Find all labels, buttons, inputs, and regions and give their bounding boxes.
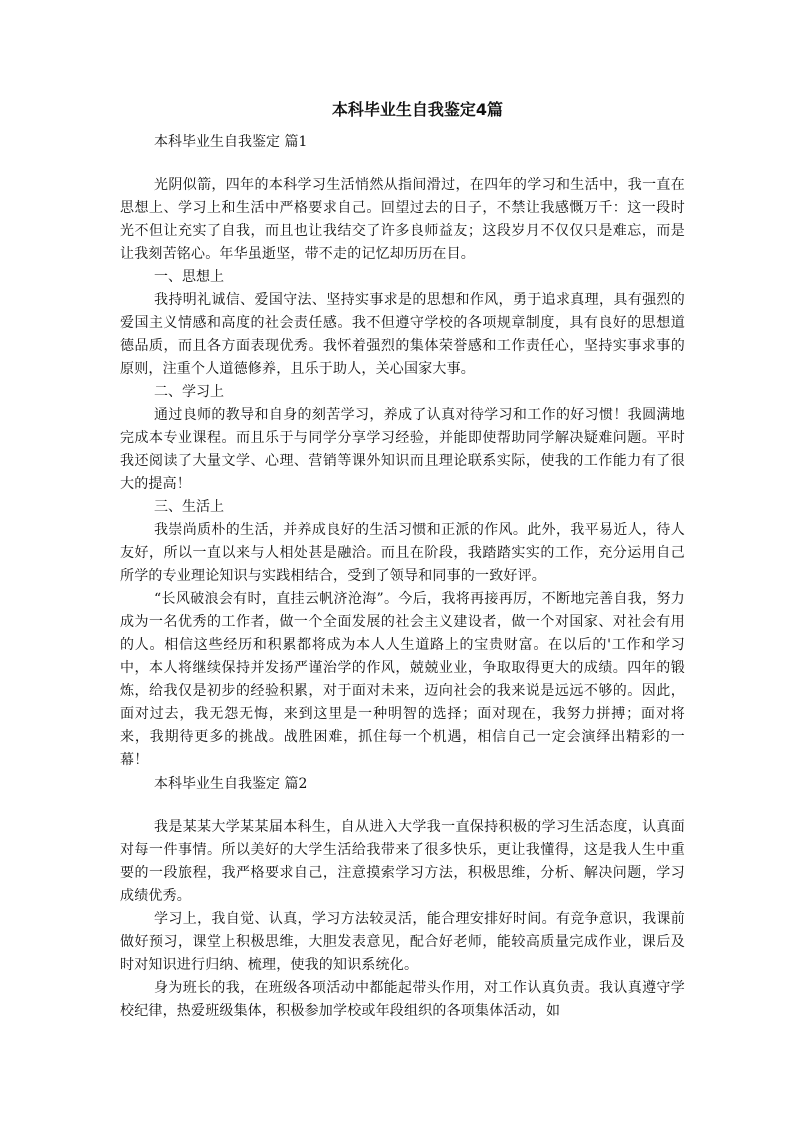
paragraph: “长风破浪会有时，直挂云帆济沧海”。今后，我将再接再厉，不断地完善自我，努力成为一名优秀的工作者，做一个全面发展的社会主义建设者，做一个对国家、对社会有用的人。相信这些经历和积累都将成为本人人生道路上的宝贵财富。在以后的'工作和学习中，本人将继续保持并发扬严谨治学的作风，兢兢业业，争取取得更大的成绩。四年的锻炼，给我仅是初步的经验积累，对于面对未来，迈向社会的我来说是远远不够的。因此，面对过去，我无怨无悔，来到这里是一种明智的选择；面对现在，我努力拼搏；面对将来，我期待更多的挑战。战胜困难，抓住每一个机遇，相信自己一定会演绎出精彩的一幕！: [120, 591, 685, 768]
document-page: [120, 96, 685, 1023]
paragraph: 我崇尚质朴的生活，并养成良好的生活习惯和正派的作风。此外，我平易近人，待人友好，所以一直以来与人相处甚是融洽。而且在阶段，我踏踏实实的工作，充分运用自己所学的专业理论知识与实践相结合，受到了领导和同事的一致好评。: [120, 522, 685, 584]
subheading-thought: 一、思想上: [154, 269, 224, 285]
section-spacer: [120, 154, 685, 174]
paragraph: 光阴似箭，四年的本科学习生活悄然从指间滑过，在四年的学习和生活中，我一直在思想上、学习上和生活中严格要求自己。回望过去的日子，不禁让我感慨万千：这一段时光不但让充实了自我，而且也让我结交了许多良师益友；这段岁月不仅仅只是难忘，而是让我刻苦铭心。年华虽逝坚，带不走的记忆却历历在目。: [120, 177, 685, 262]
section-spacer: [120, 796, 685, 816]
paragraph: 身为班长的我，在班级各项活动中都能起带头作用，对工作认真负责。我认真遵守学校纪律，热爱班级集体，积极参加学校或年段组织的各项集体活动，如: [120, 980, 685, 1019]
paragraph: 我持明礼诚信、爱国守法、坚持实事求是的思想和作风，勇于追求真理，具有强烈的爱国主义情感和高度的社会责任感。我不但遵守学校的各项规章制度，具有良好的思想道德品质，而且各方面表现优秀。我怀着强烈的集体荣誉感和工作责任心，坚持实事求事的原则，注重个人道德修养，且乐于助人，关心国家大事。: [120, 292, 685, 377]
section-2: [120, 772, 685, 1023]
section-1: [120, 130, 685, 772]
paragraph: 我是某某大学某某届本科生，自从进入大学我一直保持积极的学习生活态度，认真面对每一件事情。所以美好的大学生活给我带来了很多快乐，更让我懂得，这是我人生中重要的一段旅程，我严格要求自己，注意摸索学习方法，积极思维，分析、解决问题，学习成绩优秀。: [120, 819, 685, 904]
section-title: 本科毕业生自我鉴定 篇2: [154, 776, 308, 792]
subheading-study: 二、学习上: [154, 384, 224, 400]
subheading-life: 三、生活上: [154, 499, 224, 515]
paragraph: 学习上，我自觉、认真，学习方法较灵活，能合理安排好时间。有竞争意识，我课前做好预习，课堂上积极思维，大胆发表意见，配合好老师，能较高质量完成作业，课后及时对知识进行归纳、梳理，使我的知识系统化。: [120, 911, 685, 973]
paragraph: 通过良师的教导和自身的刻苦学习，养成了认真对待学习和工作的好习惯！我圆满地完成本专业课程。而且乐于与同学分享学习经验，并能即使帮助同学解决疑难问题。平时我还阅读了大量文学、心理、营销等课外知识而且理论联系实际，使我的工作能力有了很大的提高！: [120, 407, 685, 492]
document-title: 本科毕业生自我鉴定4篇: [331, 100, 504, 119]
section-title: 本科毕业生自我鉴定 篇1: [154, 134, 308, 150]
